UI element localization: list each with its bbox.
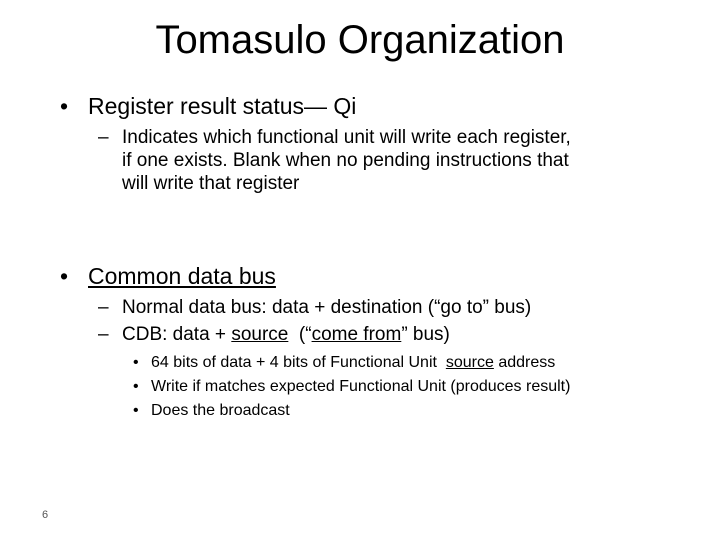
text-run: 64 bits of data + 4 bits of Functional Unit	[151, 354, 446, 371]
bullet-text: Register result status— Qi	[88, 93, 357, 119]
bullet-marker: •	[133, 378, 139, 395]
sub-sub-bullet-64-bits	[133, 351, 555, 375]
page-number: 6	[42, 509, 49, 521]
slide-title: Tomasulo Organization	[155, 18, 565, 62]
sub-bullet-cdb	[98, 323, 698, 346]
sub-sub-bullet-text: Write if matches expected Functional Unit (produces result)	[151, 378, 571, 395]
bullet-text: Common data bus	[88, 263, 276, 289]
bullet-common-data-bus	[60, 262, 276, 290]
sub-sub-bullet-write-if-matches	[133, 375, 570, 399]
text-run: CDB: data +	[122, 324, 232, 345]
text-run: address	[493, 354, 556, 371]
sub-sub-bullet-text: Does the broadcast	[151, 402, 290, 419]
sub-sub-bullet-text	[151, 351, 555, 375]
underlined-come-from: come from	[311, 324, 402, 345]
sub-bullet-normal-data-bus	[98, 296, 698, 319]
sub-bullet-text	[122, 323, 450, 346]
text-line: Indicates which functional unit will write each register,	[122, 127, 571, 148]
bullet-marker: •	[60, 93, 69, 119]
text-run: ” bus)	[401, 324, 450, 345]
bullet-marker: •	[133, 402, 139, 419]
dash-marker: –	[98, 324, 109, 345]
sub-sub-bullet-broadcast	[133, 399, 290, 423]
dash-marker: –	[98, 297, 109, 318]
dash-marker: –	[98, 127, 109, 148]
text-run: (“	[288, 324, 312, 345]
sub-bullet-indicates-functional-unit	[98, 126, 698, 195]
sub-bullet-text: Normal data bus: data + destination (“go to” bus)	[122, 297, 532, 318]
bullet-register-result-status	[60, 92, 356, 120]
text-line: if one exists. Blank when no pending instructions that	[122, 150, 569, 171]
bullet-marker: •	[60, 263, 69, 289]
sub-bullet-text	[122, 126, 571, 195]
text-line: will write that register	[122, 173, 300, 194]
bullet-marker: •	[133, 354, 139, 371]
underlined-source: source	[231, 324, 289, 345]
underlined-source: source	[445, 354, 494, 371]
